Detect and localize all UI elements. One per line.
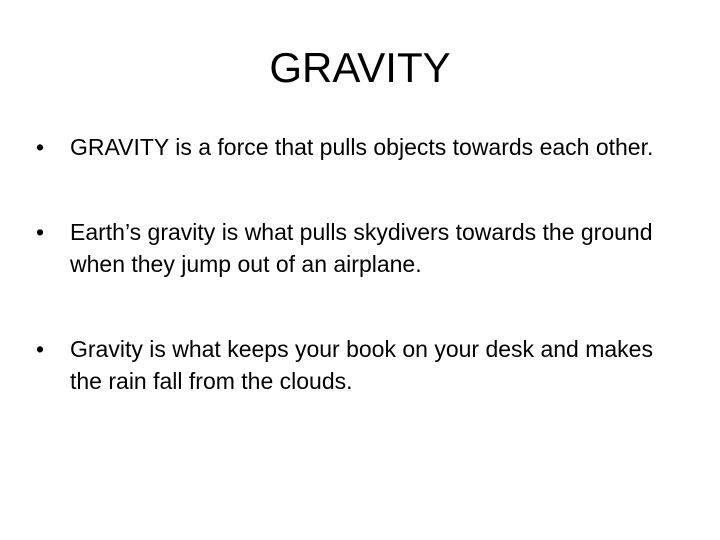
slide-title: GRAVITY: [269, 44, 451, 91]
bullet-dot-icon: •: [36, 336, 45, 362]
bullet-list: [36, 131, 676, 450]
bullet-item: [36, 131, 676, 163]
bullet-dot-icon: •: [36, 134, 45, 160]
bullet-dot-icon: •: [36, 219, 45, 245]
bullet-text: Gravity is what keeps your book on your desk and makes the rain fall from the clouds.: [70, 336, 653, 394]
bullet-text: Earth’s gravity is what pulls skydivers towards the ground when they jump out of an airplane.: [70, 219, 653, 277]
bullet-item: [36, 333, 676, 397]
bullet-item: [36, 216, 676, 280]
bullet-text: GRAVITY is a force that pulls objects towards each other.: [70, 134, 654, 160]
